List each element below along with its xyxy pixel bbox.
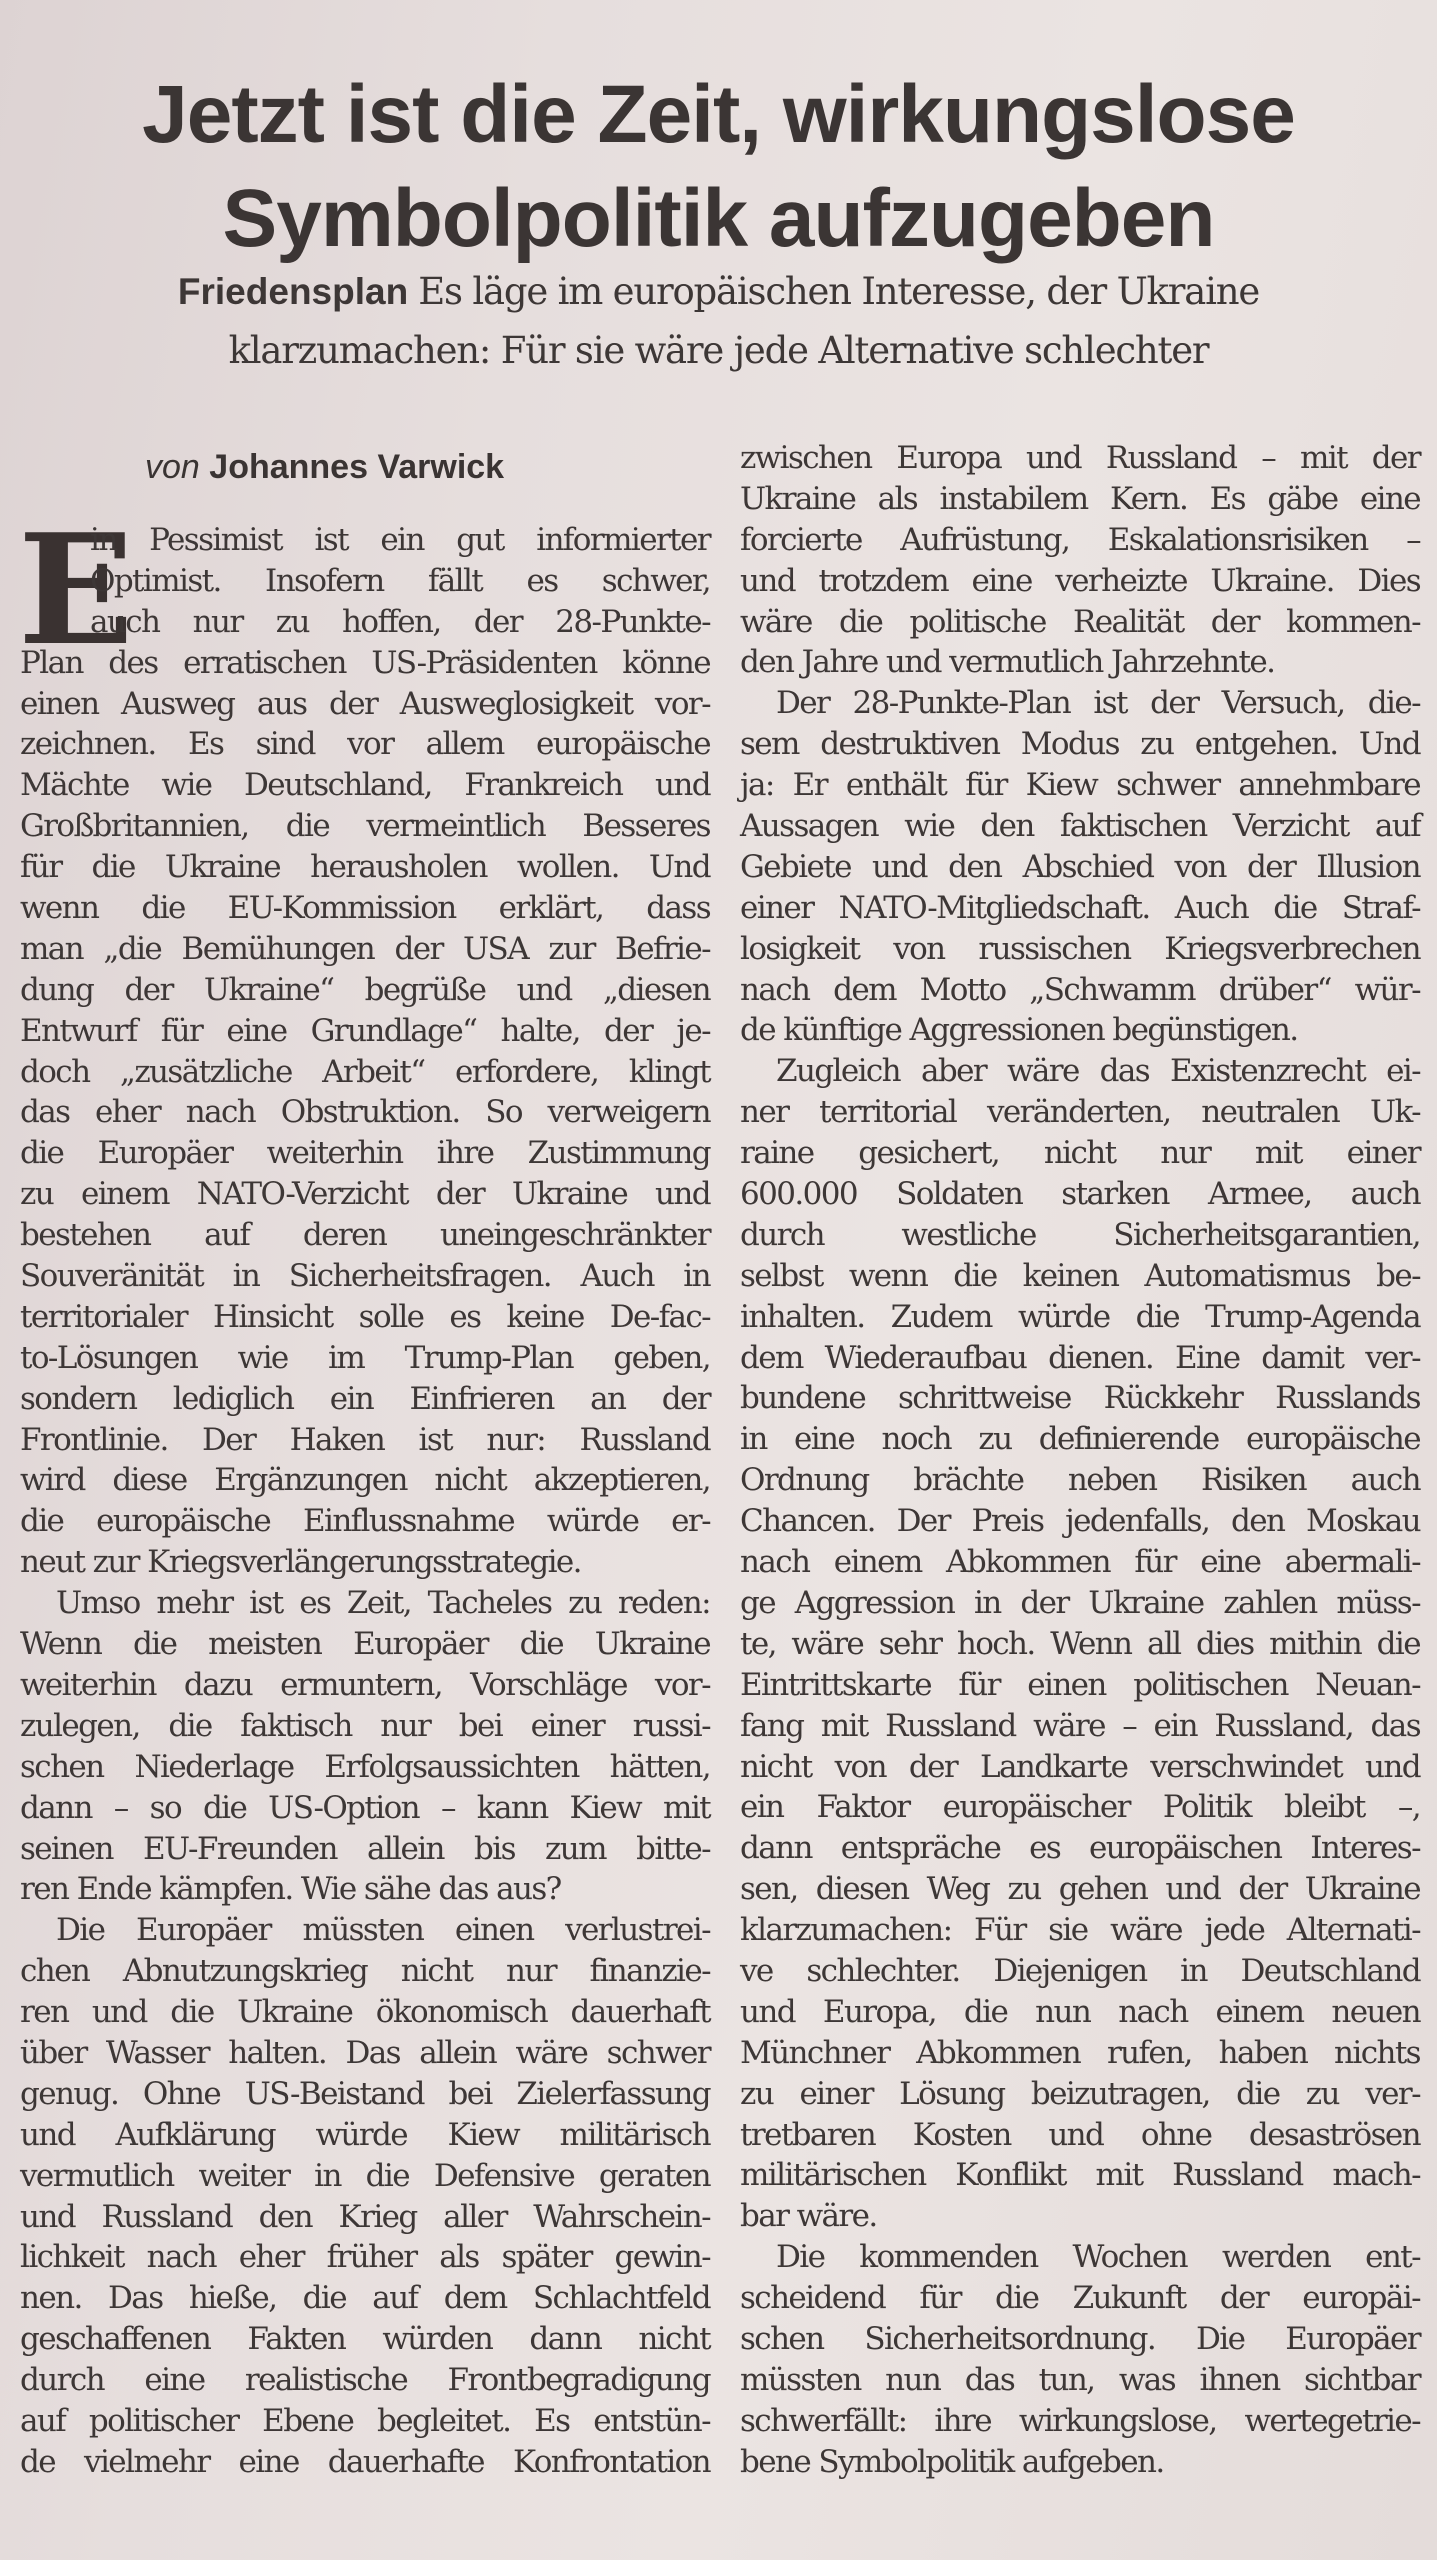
text-line: das eher nach Obstruktion. So verweigern — [20, 1094, 710, 1131]
kicker: Friedensplan — [177, 271, 409, 312]
text-line: in eine noch zu definierende europäische — [740, 1421, 1420, 1458]
text-line: Gebiete und den Abschied von der Illusion — [740, 848, 1420, 885]
text-line: auf politischer Ebene begleitet. Es entstün- — [20, 2402, 710, 2439]
text-line: Aussagen wie den faktischen Verzicht auf — [740, 808, 1420, 845]
text-line: Münchner Abkommen rufen, haben nichts — [740, 2034, 1420, 2071]
text-line: nach einem Abkommen für eine abermali- — [740, 1544, 1420, 1581]
text-line: tretbaren Kosten und ohne desaströsen — [740, 2116, 1420, 2153]
text-line: Souveränität in Sicherheitsfragen. Auch in — [20, 1258, 710, 1295]
text-line: 600.000 Soldaten starken Armee, auch — [740, 1176, 1420, 1213]
text-line: klarzumachen: Für sie wäre jede Alternati- — [740, 1912, 1420, 1949]
text-line: den Jahre und vermutlich Jahrzehnte. — [740, 644, 1275, 681]
text-line: lichkeit nach eher früher als später gewin- — [20, 2239, 710, 2276]
text-line: in Pessimist ist ein gut informierter — [90, 522, 710, 558]
text-line: zeichnen. Es sind vor allem europäische — [20, 726, 710, 763]
text-line: wenn die EU-Kommission erklärt, dass — [20, 890, 710, 927]
text-line: Frontlinie. Der Haken ist nur: Russland — [20, 1421, 710, 1458]
text-line: ge Aggression in der Ukraine zahlen müss- — [740, 1584, 1420, 1621]
text-line: Entwurf für eine Grundlage“ halte, der je- — [20, 1012, 710, 1049]
text-line: geschaffenen Fakten würden dann nicht — [20, 2321, 710, 2358]
text-line: weiterhin dazu ermuntern, Vorschläge vor- — [20, 1666, 710, 1703]
text-line: dung der Ukraine“ begrüße und „diesen — [20, 971, 710, 1008]
text-line: schen Sicherheitsordnung. Die Europäer — [740, 2320, 1420, 2357]
text-line: te, wäre sehr hoch. Wenn all dies mithin die — [740, 1625, 1420, 1662]
text-line: und Aufklärung würde Kiew militärisch — [20, 2116, 710, 2153]
text-line: ja: Er enthält für Kiew schwer annehmbare — [740, 767, 1420, 804]
text-line: dann – so die US-Option – kann Kiew mit — [20, 1789, 710, 1826]
text-line: Mächte wie Deutschland, Frankreich und — [20, 767, 710, 804]
text-line: territorialer Hinsicht solle es keine De-fac- — [20, 1298, 710, 1335]
text-line: losigkeit von russischen Kriegsverbrechen — [740, 930, 1420, 967]
byline — [145, 448, 504, 487]
text-line: die europäische Einflussnahme würde er- — [20, 1503, 710, 1540]
text-line: nach dem Motto „Schwamm drüber“ wür- — [740, 971, 1420, 1008]
text-line: militärischen Konflikt mit Russland mach- — [740, 2157, 1420, 2194]
author-name: Johannes Varwick — [209, 448, 505, 486]
text-line: Ukraine als instabilem Kern. Es gäbe eine — [740, 480, 1420, 517]
text-line: zwischen Europa und Russland – mit der — [740, 440, 1420, 476]
text-line: ein Faktor europäischer Politik bleibt –, — [740, 1789, 1420, 1826]
text-line: Chancen. Der Preis jedenfalls, den Moskau — [740, 1503, 1420, 1540]
text-line: wäre die politische Realität der kommen- — [740, 603, 1420, 640]
text-line: zu einer Lösung beizutragen, die zu ver- — [740, 2075, 1420, 2112]
text-line: Wenn die meisten Europäer die Ukraine — [20, 1626, 710, 1663]
headline-line: Symbolpolitik aufzugeben — [222, 172, 1215, 264]
text-line: und trotzdem eine verheizte Ukraine. Dies — [740, 562, 1420, 599]
text-line: bundene schrittweise Rückkehr Russlands — [740, 1380, 1420, 1417]
text-line: Die Europäer müssten einen verlustrei- — [56, 1912, 710, 1949]
text-line: bar wäre. — [740, 2198, 877, 2235]
drop-cap: E — [18, 500, 134, 679]
text-line: Ordnung brächte neben Risiken auch — [740, 1462, 1420, 1499]
text-line: ner territorial veränderten, neutralen Uk- — [740, 1094, 1420, 1131]
text-line: dem Wiederaufbau dienen. Eine damit ver- — [740, 1339, 1420, 1376]
text-line: nen. Das hieße, die auf dem Schlachtfeld — [20, 2280, 710, 2317]
text-line: sem destruktiven Modus zu entgehen. Und — [740, 726, 1420, 763]
body-column-right — [740, 438, 1420, 2483]
subheadline — [0, 262, 1437, 380]
dek-text: klarzumachen: Für sie wäre jede Alternative schlechter — [228, 329, 1209, 372]
text-line: Plan des erratischen US-Präsidenten könne — [20, 644, 710, 681]
text-line: inhalten. Zudem würde die Trump-Agenda — [740, 1298, 1420, 1335]
text-line: einen Ausweg aus der Ausweglosigkeit vor- — [20, 685, 710, 722]
text-line: zu einem NATO-Verzicht der Ukraine und — [20, 1176, 710, 1213]
text-line: forcierte Aufrüstung, Eskalationsrisiken – — [740, 521, 1420, 558]
text-line: de vielmehr eine dauerhafte Konfrontation — [20, 2443, 710, 2480]
text-line: dann entspräche es europäischen Interes- — [740, 1830, 1420, 1867]
dek-text: Es läge im europäischen Interesse, der Ukraine — [418, 270, 1260, 313]
text-line: man „die Bemühungen der USA zur Befrie- — [20, 930, 710, 967]
text-line: und Russland den Krieg aller Wahrschein- — [20, 2198, 710, 2235]
text-line: zulegen, die faktisch nur bei einer russi- — [20, 1707, 710, 1744]
text-line: Umso mehr ist es Zeit, Tacheles zu reden: — [56, 1585, 710, 1622]
text-line: to-Lösungen wie im Trump-Plan geben, — [20, 1339, 710, 1376]
text-line: neut zur Kriegsverlängerungsstrategie. — [20, 1544, 581, 1581]
text-line: schwerfällt: ihre wirkungslose, wertegetrie- — [740, 2402, 1420, 2439]
text-line: Eintrittskarte für einen politischen Neuan- — [740, 1666, 1420, 1703]
text-line: scheidend für die Zukunft der europäi- — [740, 2280, 1420, 2317]
text-line: fang mit Russland wäre – ein Russland, das — [740, 1707, 1420, 1744]
text-line: selbst wenn die keinen Automatismus be- — [740, 1257, 1420, 1294]
body-column-left — [18, 500, 710, 2483]
text-line: und Europa, die nun nach einem neuen — [740, 1993, 1420, 2030]
text-line: Der 28-Punkte-Plan ist der Versuch, die- — [776, 685, 1420, 722]
byline-prefix: von — [145, 448, 200, 486]
text-line: vermutlich weiter in die Defensive geraten — [20, 2157, 710, 2194]
text-line: Großbritannien, die vermeintlich Besseres — [20, 808, 710, 845]
text-line: ren Ende kämpfen. Wie sähe das aus? — [20, 1871, 561, 1908]
headline — [0, 63, 1437, 271]
text-line: durch westliche Sicherheitsgarantien, — [740, 1216, 1420, 1253]
text-line: bene Symbolpolitik aufgeben. — [740, 2443, 1164, 2480]
text-line: de künftige Aggressionen begünstigen. — [740, 1012, 1298, 1049]
text-line: raine gesichert, nicht nur mit einer — [740, 1135, 1420, 1172]
text-line: einer NATO-Mitgliedschaft. Auch die Straf- — [740, 889, 1420, 926]
text-line: ve schlechter. Diejenigen in Deutschland — [740, 1952, 1420, 1989]
text-line: genug. Ohne US-Beistand bei Zielerfassung — [20, 2075, 710, 2112]
text-line: nicht von der Landkarte verschwindet und — [740, 1748, 1420, 1785]
text-line: seinen EU-Freunden allein bis zum bitte- — [20, 1830, 710, 1867]
headline-line: Jetzt ist die Zeit, wirkungslose — [142, 68, 1295, 160]
text-line: chen Abnutzungskrieg nicht nur finanzie- — [20, 1953, 710, 1990]
text-line: sen, diesen Weg zu gehen und der Ukraine — [740, 1871, 1420, 1908]
text-line: bestehen auf deren uneingeschränkter — [20, 1217, 710, 1254]
text-line: durch eine realistische Frontbegradigung — [20, 2362, 710, 2399]
text-line: Optimist. Insofern fällt es schwer, — [90, 562, 710, 599]
text-line: Zugleich aber wäre das Existenzrecht ei- — [776, 1053, 1420, 1090]
text-line: schen Niederlage Erfolgsaussichten hätten, — [20, 1748, 710, 1785]
text-line: Die kommenden Wochen werden ent- — [776, 2239, 1420, 2276]
text-line: ren und die Ukraine ökonomisch dauerhaft — [20, 1994, 710, 2031]
text-line: auch nur zu hoffen, der 28-Punkte- — [90, 603, 710, 640]
text-line: sondern lediglich ein Einfrieren an der — [20, 1380, 710, 1417]
text-line: doch „zusätzliche Arbeit“ erfordere, klingt — [20, 1053, 710, 1090]
text-line: die Europäer weiterhin ihre Zustimmung — [20, 1135, 710, 1172]
text-line: wird diese Ergänzungen nicht akzeptieren, — [20, 1462, 710, 1499]
text-line: müssten nun das tun, was ihnen sichtbar — [740, 2361, 1420, 2398]
text-line: für die Ukraine herausholen wollen. Und — [20, 849, 710, 886]
text-line: über Wasser halten. Das allein wäre schwer — [20, 2034, 710, 2071]
